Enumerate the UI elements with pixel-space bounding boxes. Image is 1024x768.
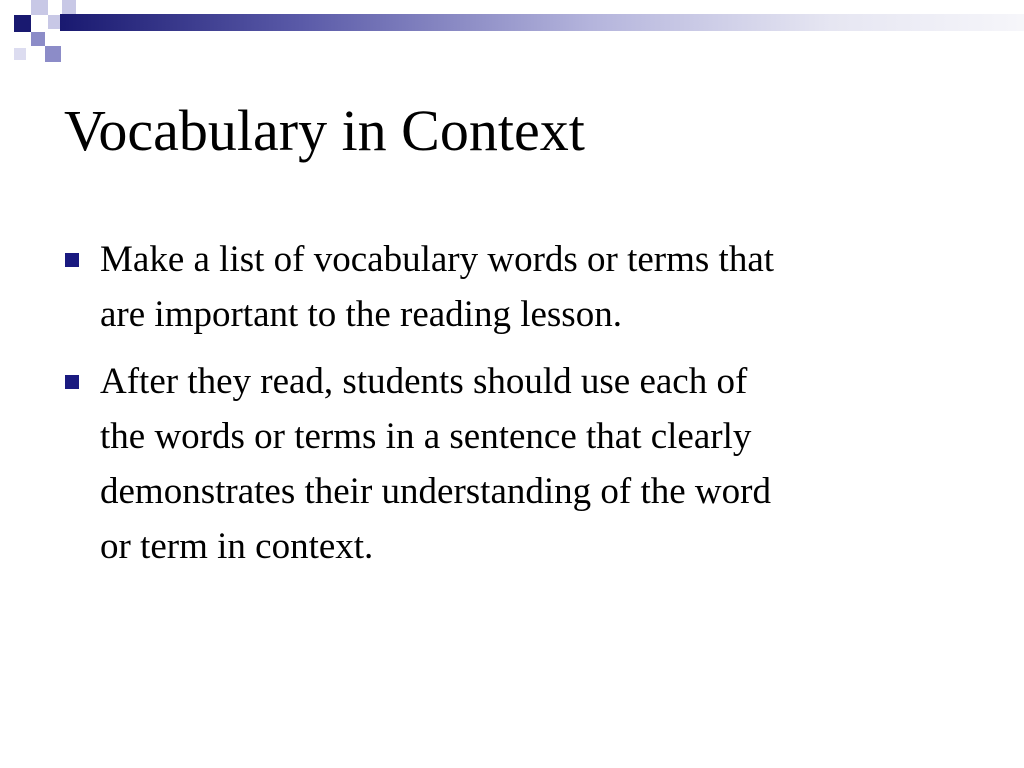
bullet-line: Make a list of vocabulary words or terms that xyxy=(100,239,775,280)
deco-square-mid xyxy=(45,46,61,62)
deco-square-light xyxy=(14,48,26,60)
bullet-line: After they read, students should use each of xyxy=(100,361,748,402)
square-bullet-icon xyxy=(65,375,79,389)
bullet-item xyxy=(64,354,964,574)
header-decoration xyxy=(0,0,120,70)
header-gradient-bar xyxy=(60,14,1024,31)
slide-title: Vocabulary in Context xyxy=(64,98,585,163)
bullet-line: demonstrates their understanding of the word xyxy=(100,471,771,512)
bullet-line: the words or terms in a sentence that clearly xyxy=(100,416,752,457)
deco-square-light xyxy=(31,0,48,15)
bullet-line: are important to the reading lesson. xyxy=(100,294,622,335)
square-bullet-icon xyxy=(65,253,79,267)
bullet-item xyxy=(64,232,964,342)
deco-square-mid xyxy=(31,32,45,46)
deco-square-light xyxy=(62,0,76,14)
bullet-line: or term in context. xyxy=(100,526,374,567)
deco-square-dark xyxy=(14,15,31,32)
bullet-list xyxy=(64,232,964,586)
